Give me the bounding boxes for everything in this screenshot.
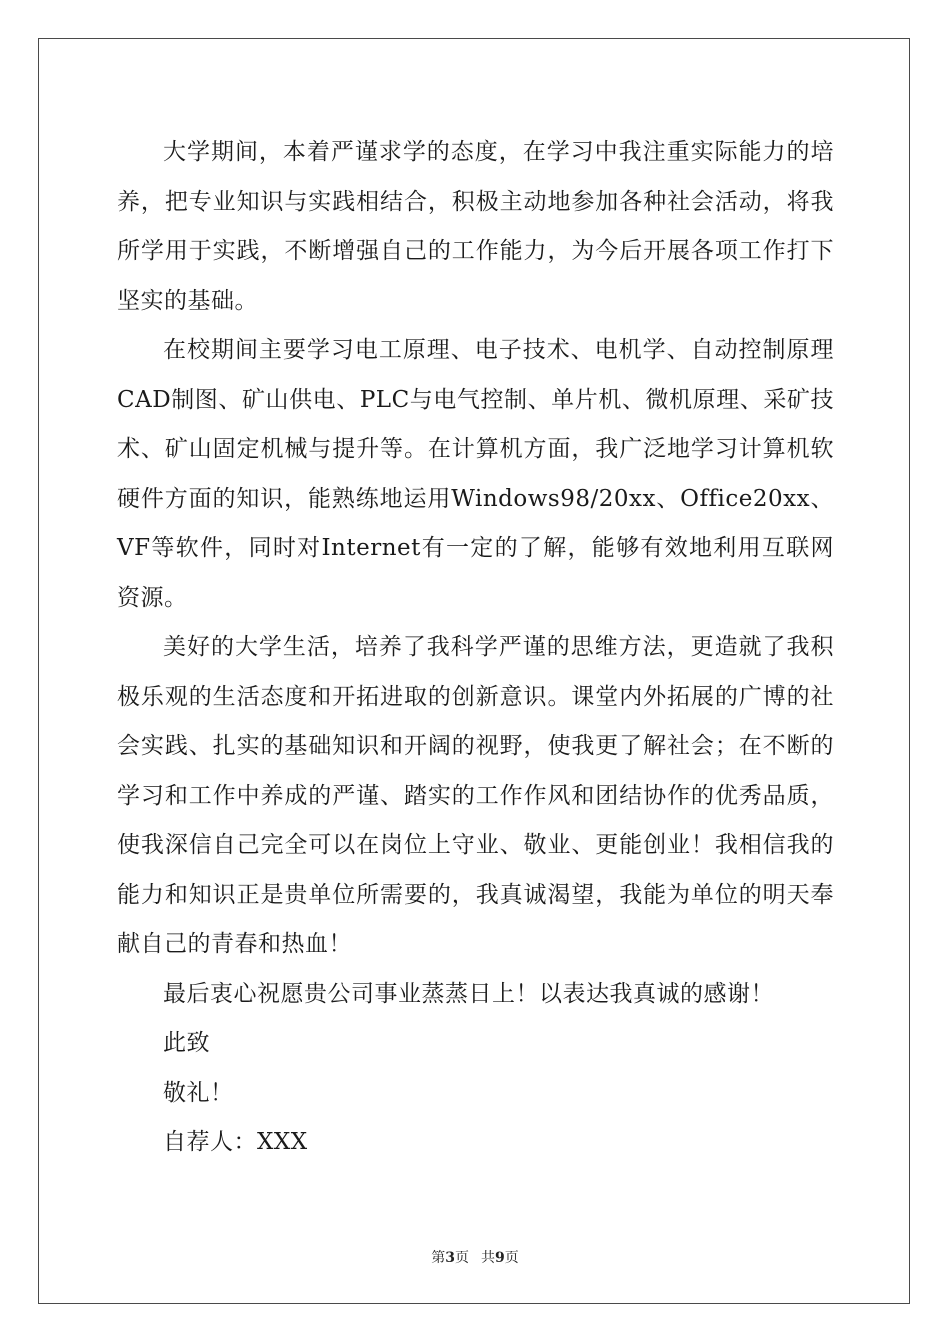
closing-wishes: 最后衷心祝愿贵公司事业蒸蒸日上！以表达我真诚的感谢！ bbox=[163, 980, 774, 1007]
page-total-prefix: 共 bbox=[481, 1250, 495, 1266]
salutation: 此致 bbox=[163, 1030, 210, 1056]
page-number-suffix: 页 bbox=[455, 1250, 469, 1266]
paragraph-study-attitude: 大学期间，本着严谨求学的态度，在学习中我注重实际能力的培养，把专业知识与实践相结合，积极主动地参加各种社会活动，将我所学用于实践，不断增强自己的工作能力，为今后开展各项工作打下坚实的基础。 bbox=[117, 139, 834, 314]
page-total-count: 9 bbox=[495, 1250, 505, 1266]
signature: 自荐人：XXX bbox=[163, 1129, 308, 1155]
page-number-prefix: 第 bbox=[431, 1250, 446, 1266]
regards: 敬礼！ bbox=[163, 1079, 234, 1106]
page-number-current: 3 bbox=[445, 1250, 455, 1266]
page-total-suffix: 页 bbox=[504, 1250, 519, 1266]
paragraph-courses: 在校期间主要学习电工原理、电子技术、电机学、自动控制原理CAD制图、矿山供电、PLC与电气控制、单片机、微机原理、采矿技术、矿山固定机械与提升等。在计算机方面，我广泛地学习计算机软硬件方面的知识，能熟练地运用Windows98/20xx、Office20xx、VF等软件，同时对Internet有一定的了解，能够有效地利用互联网资源。 bbox=[117, 337, 834, 611]
paragraph-university-life: 美好的大学生活，培养了我科学严谨的思维方法，更造就了我积极乐观的生活态度和开拓进取的创新意识。课堂内外拓展的广博的社会实践、扎实的基础知识和开阔的视野，使我更了解社会；在不断的学习和工作中养成的严谨、踏实的工作作风和团结协作的优秀品质，使我深信自己完全可以在岗位上守业、敬业、更能创业！我相信我的能力和知识正是贵单位所需要的，我真诚渴望，我能为单位的明天奉献自己的青春和热血！ bbox=[117, 634, 834, 957]
page-footer bbox=[0, 1247, 950, 1267]
document-body bbox=[117, 128, 834, 1168]
